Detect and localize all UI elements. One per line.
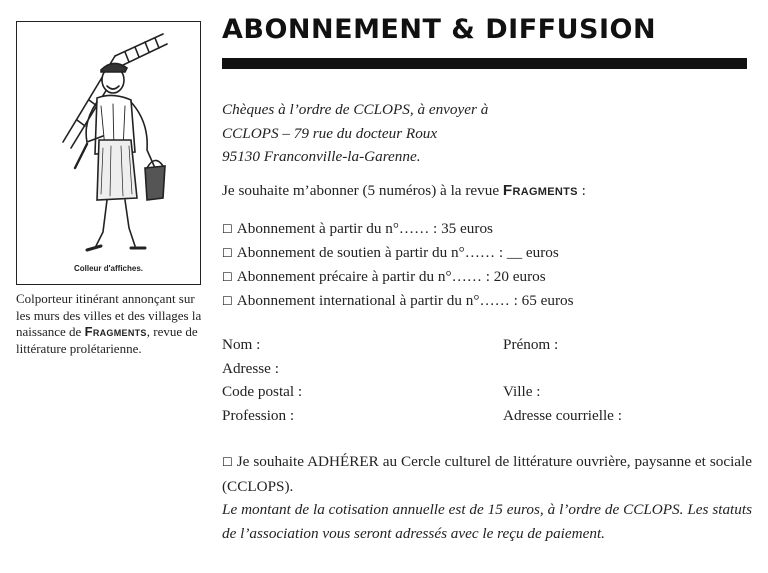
membership-section <box>222 450 752 545</box>
mailing-address <box>222 98 752 169</box>
checkbox-icon[interactable]: ☐ <box>222 270 233 284</box>
subscription-options <box>222 217 752 313</box>
field-prenom[interactable]: Prénom : <box>503 336 559 353</box>
membership-checkbox-row[interactable]: ☐ Je souhaite ADHÉRER au Cercle culturel de littérature ouvrière, paysanne et sociale (CCLOPS). <box>222 453 752 495</box>
checkbox-icon[interactable]: ☐ <box>222 222 233 236</box>
field-nom[interactable]: Nom : <box>222 336 261 353</box>
address-line-2: CCLOPS – 79 rue du docteur Roux <box>222 124 438 142</box>
subscribe-intro: Je souhaite m’abonner (5 numéros) à la revue Fragments : <box>222 182 586 199</box>
field-code-postal[interactable]: Code postal : <box>222 383 303 400</box>
option-row[interactable]: ☐ Abonnement précaire à partir du n°…… : 20 euros <box>222 268 546 285</box>
address-line-1: Chèques à l’ordre de CCLOPS, à envoyer à <box>222 101 489 118</box>
checkbox-icon[interactable]: ☐ <box>222 294 233 308</box>
subscriber-fields <box>222 333 752 427</box>
poster-hanger-illustration <box>17 22 199 262</box>
subscribe-brand: Fragments <box>502 182 578 199</box>
page-title: ABONNEMENT & DIFFUSION <box>222 14 657 45</box>
side-caption-brand: Fragments <box>84 324 147 339</box>
option-row[interactable]: ☐ Abonnement de soutien à partir du n°…… : __ euros <box>222 244 559 261</box>
illustration-frame <box>16 21 201 285</box>
title-rule <box>222 58 747 69</box>
illustration-caption: Colleur d'affiches. <box>73 264 144 273</box>
checkbox-icon[interactable]: ☐ <box>222 246 233 260</box>
option-row[interactable]: ☐ Abonnement international à partir du n°…… : 65 euros <box>222 292 574 309</box>
field-adresse[interactable]: Adresse : <box>222 359 279 377</box>
checkbox-icon[interactable]: ☐ <box>222 455 233 469</box>
option-row[interactable]: ☐ Abonnement à partir du n°…… : 35 euros <box>222 220 493 237</box>
field-adresse-courrielle[interactable]: Adresse courrielle : <box>503 406 622 424</box>
field-profession[interactable]: Profession : <box>222 406 295 424</box>
side-caption: Colporteur itinérant annonçant sur les murs des villes et des villages la naissance de Fragments, revue de littérature prolétarienne. <box>16 291 202 356</box>
membership-note: Le montant de la cotisation annuelle est de 15 euros, à l’ordre de CCLOPS. Les statuts de l’association vous seront adressés avec le reçu de paiement. <box>222 501 752 542</box>
field-ville[interactable]: Ville : <box>503 383 541 400</box>
address-line-3: 95130 Franconville-la-Garenne. <box>222 148 421 165</box>
